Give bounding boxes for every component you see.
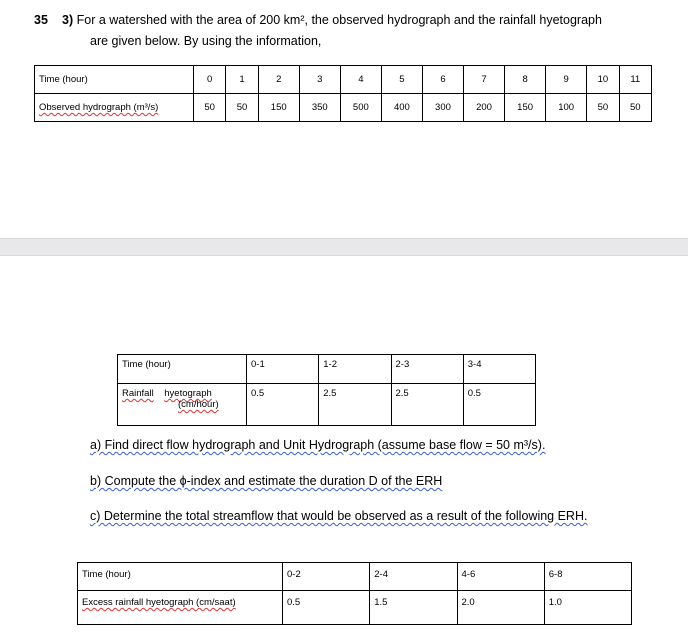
table-row: [118, 355, 536, 384]
question-line-1: 3) For a watershed with the area of 200 km², the observed hydrograph and the rainfall hyetograph: [62, 13, 602, 27]
table-cell: 50: [194, 94, 226, 122]
table-cell: 3-4: [463, 355, 535, 384]
table-cell: 4: [340, 66, 381, 94]
erh-header: Excess rainfall hyetograph (cm/saat): [78, 591, 283, 625]
table-cell: 2-4: [370, 563, 457, 591]
table-cell: 8: [505, 66, 546, 94]
table-cell: 5: [381, 66, 422, 94]
table-cell: 50: [619, 94, 651, 122]
table-cell: 50: [587, 94, 619, 122]
rainfall-header: Rainfall hyetograph (cm/hour): [118, 384, 247, 426]
table-cell: 1-2: [319, 355, 391, 384]
table-cell: 0-2: [283, 563, 370, 591]
table-cell: 500: [340, 94, 381, 122]
table-cell: 200: [464, 94, 505, 122]
time-header: Time (hour): [35, 66, 194, 94]
flow-header: Observed hydrograph (m³/s): [35, 94, 194, 122]
table-row: [118, 384, 536, 426]
table-cell: 150: [505, 94, 546, 122]
table-cell: 11: [619, 66, 651, 94]
table-cell: 100: [546, 94, 587, 122]
table-cell: 2.5: [319, 384, 391, 426]
table-cell: 4-6: [457, 563, 544, 591]
table-cell: 0-1: [247, 355, 319, 384]
table-cell: 0: [194, 66, 226, 94]
table-cell: 1.0: [544, 591, 631, 625]
table-cell: 3: [299, 66, 340, 94]
table-cell: 0.5: [247, 384, 319, 426]
time-header: Time (hour): [78, 563, 283, 591]
part-a: a) Find direct flow hydrograph and Unit Hydrograph (assume base flow = 50 m³/s).: [90, 438, 546, 452]
table-cell: 6-8: [544, 563, 631, 591]
table-cell: 2.5: [391, 384, 463, 426]
table-row: [78, 563, 632, 591]
table-row: [78, 591, 632, 625]
question-number: 35: [34, 13, 48, 27]
table-row: [35, 66, 652, 94]
part-c: c) Determine the total streamflow that would be observed as a result of the following ERH.: [90, 509, 588, 523]
table-cell: 0.5: [283, 591, 370, 625]
question-line-2: are given below. By using the information,: [90, 34, 322, 48]
table-cell: 10: [587, 66, 619, 94]
table-cell: 2: [258, 66, 299, 94]
table-row: [35, 94, 652, 122]
table-cell: 50: [226, 94, 258, 122]
table-cell: 6: [422, 66, 463, 94]
part-b: b) Compute the ϕ-index and estimate the duration D of the ERH: [90, 474, 443, 488]
hydrograph-table: [34, 65, 652, 122]
table-cell: 9: [546, 66, 587, 94]
table-cell: 350: [299, 94, 340, 122]
rainfall-table: [117, 354, 536, 426]
table-cell: 400: [381, 94, 422, 122]
erh-table: [77, 562, 632, 625]
question-label: 3): [62, 13, 74, 27]
time-header: Time (hour): [118, 355, 247, 384]
table-cell: 150: [258, 94, 299, 122]
page-break: [0, 238, 688, 256]
table-cell: 7: [464, 66, 505, 94]
table-cell: 1.5: [370, 591, 457, 625]
table-cell: 1: [226, 66, 258, 94]
table-cell: 2.0: [457, 591, 544, 625]
table-cell: 2-3: [391, 355, 463, 384]
table-cell: 300: [422, 94, 463, 122]
table-cell: 0.5: [463, 384, 535, 426]
